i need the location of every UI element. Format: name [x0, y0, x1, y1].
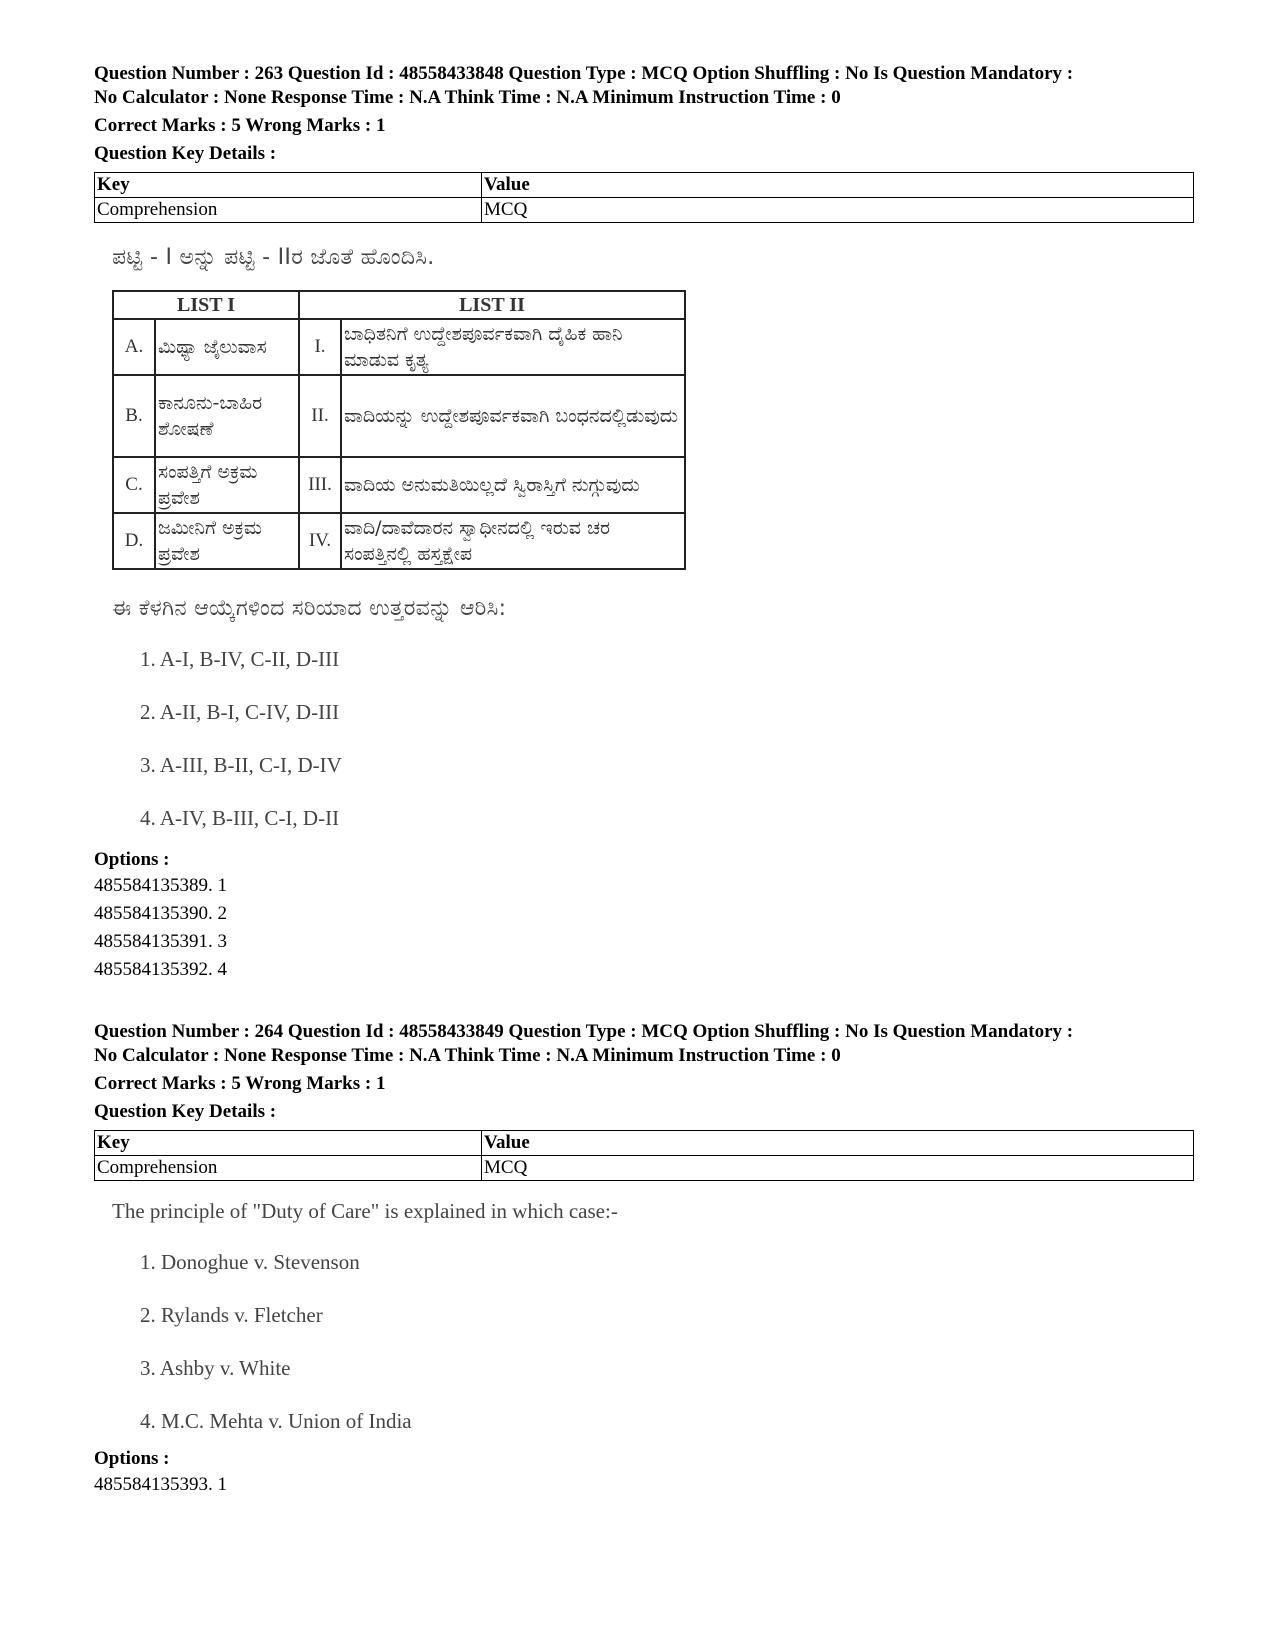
value-cell: MCQ: [482, 198, 1194, 223]
q264-choices: [140, 1248, 1194, 1437]
q263-header: [94, 62, 1194, 110]
row-letter: C.: [113, 457, 155, 513]
q264-marks: Correct Marks : 5 Wrong Marks : 1: [94, 1073, 386, 1094]
option-item: 485584135389. 1: [94, 875, 227, 896]
document-page: [94, 62, 1194, 1499]
q263-marks: Correct Marks : 5 Wrong Marks : 1: [94, 115, 386, 136]
match-lists-table: [112, 290, 686, 570]
row-letter: D.: [113, 513, 155, 569]
choice-item: 4. A-IV, B-III, C-I, D-II: [140, 806, 340, 830]
list-2-header: LIST II: [299, 291, 685, 319]
q264-options-label: Options :: [94, 1448, 170, 1469]
list-1-item: ಸಂಪತ್ತಿಗೆ ಅಕ್ರಮ ಪ್ರವೇಶ: [155, 457, 299, 513]
q263-choices: [140, 645, 1194, 834]
key-header: Key: [95, 173, 482, 198]
q264-header-line1: Question Number : 264 Question Id : 48558433849 Question Type : MCQ Option Shuffling : No Is Question Mandatory :: [94, 1021, 1074, 1042]
list-1-header: LIST I: [113, 291, 299, 319]
option-item: 485584135390. 2: [94, 903, 227, 924]
list-1-item: ಕಾನೂನು-ಬಾಹಿರ ಶೋಷಣೆ: [155, 375, 299, 457]
q264-header: [94, 1020, 1194, 1068]
value-header: Value: [482, 1131, 1194, 1156]
list-2-item: ವಾದಿಯ ಅನುಮತಿಯಿಲ್ಲದೆ ಸ್ವಿರಾಸ್ತಿಗೆ ನುಗ್ಗುವುದು: [341, 457, 685, 513]
row-letter: A.: [113, 319, 155, 375]
choice-item: 3. A-III, B-II, C-I, D-IV: [140, 753, 342, 777]
q263-prompt: ಈ ಕೆಳಗಿನ ಆಯ್ಕೆಗಳಿಂದ ಸರಿಯಾದ ಉತ್ತರವನ್ನು ಆರಿಸಿ:: [112, 596, 507, 621]
value-cell: MCQ: [482, 1156, 1194, 1181]
key-cell: Comprehension: [95, 1156, 482, 1181]
choice-item: 2. A-II, B-I, C-IV, D-III: [140, 700, 340, 724]
choice-item: 3. Ashby v. White: [140, 1356, 291, 1380]
option-item: 485584135393. 1: [94, 1474, 227, 1495]
choice-item: 1. A-I, B-IV, C-II, D-III: [140, 647, 340, 671]
q263-key-details-label: Question Key Details :: [94, 143, 277, 164]
list-1-item: ಜಮೀನಿಗೆ ಅಕ್ರಮ ಪ್ರವೇಶ: [155, 513, 299, 569]
key-cell: Comprehension: [95, 198, 482, 223]
q263-options-label: Options :: [94, 849, 170, 870]
value-header: Value: [482, 173, 1194, 198]
option-item: 485584135392. 4: [94, 959, 227, 980]
row-roman: I.: [299, 319, 341, 375]
row-roman: IV.: [299, 513, 341, 569]
list-2-item: ಬಾಧಿತನಿಗೆ ಉದ್ದೇಶಪೂರ್ವಕವಾಗಿ ದೈಹಿಕ ಹಾನಿ ಮಾಡುವ ಕೃತ್ಯ: [341, 319, 685, 375]
q263-header-line2: No Calculator : None Response Time : N.A Think Time : N.A Minimum Instruction Time : 0: [94, 87, 841, 108]
q264-key-table: [94, 1130, 1194, 1181]
list-2-item: ವಾದಿ/ದಾವೆದಾರನ ಸ್ವಾಧೀನದಲ್ಲಿ ಇರುವ ಚರ ಸಂಪತ್ತಿನಲ್ಲಿ ಹಸ್ತಕ್ಷೇಪ: [341, 513, 685, 569]
choice-item: 2. Rylands v. Fletcher: [140, 1303, 323, 1327]
q264-question-text: The principle of "Duty of Care" is explained in which case:-: [112, 1199, 618, 1223]
q264-key-details-label: Question Key Details :: [94, 1101, 277, 1122]
key-header: Key: [95, 1131, 482, 1156]
choice-item: 1. Donoghue v. Stevenson: [140, 1250, 360, 1274]
row-letter: B.: [113, 375, 155, 457]
list-1-item: ಮಿಥ್ಯಾ ಜೈಲುವಾಸ: [155, 319, 299, 375]
choice-item: 4. M.C. Mehta v. Union of India: [140, 1409, 412, 1433]
row-roman: III.: [299, 457, 341, 513]
q263-instruction: ಪಟ್ಟಿ - I ಅನ್ನು ಪಟ್ಟಿ - IIರ ಜೊತೆ ಹೊಂದಿಸಿ.: [112, 245, 435, 270]
q264-header-line2: No Calculator : None Response Time : N.A Think Time : N.A Minimum Instruction Time : 0: [94, 1045, 841, 1066]
q263-question-body: [94, 245, 1194, 834]
option-item: 485584135391. 3: [94, 931, 227, 952]
list-2-item: ವಾದಿಯನ್ನು ಉದ್ದೇಶಪೂರ್ವಕವಾಗಿ ಬಂಧನದಲ್ಲಿಡುವುದು: [341, 375, 685, 457]
q263-header-line1: Question Number : 263 Question Id : 48558433848 Question Type : MCQ Option Shuffling : No Is Question Mandatory :: [94, 63, 1074, 84]
row-roman: II.: [299, 375, 341, 457]
q263-key-table: [94, 172, 1194, 223]
